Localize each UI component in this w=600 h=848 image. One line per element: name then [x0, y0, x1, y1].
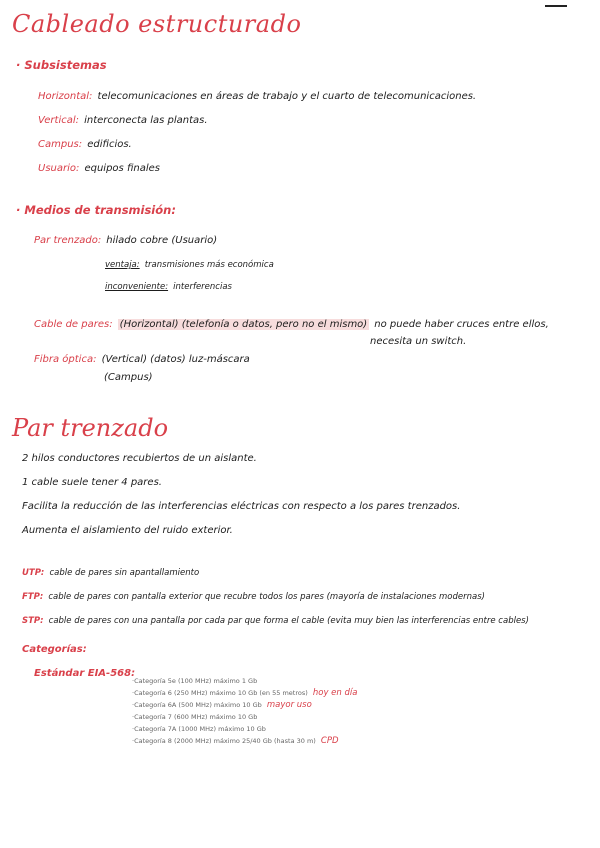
subsistema-text: edificios. [87, 139, 132, 150]
fibra-text-2: (Campus) [104, 372, 153, 383]
stp-label: STP: [22, 616, 44, 626]
utp-label: UTP: [22, 568, 45, 578]
corner-dash [545, 5, 567, 7]
fibra-label: Fibra óptica: [34, 354, 97, 365]
categoria-note: mayor uso [266, 700, 312, 710]
estandar-label: Estándar EIA-568: [34, 668, 136, 679]
cable-text-3: necesita un switch. [370, 336, 467, 347]
ftp-text: cable de pares con pantalla exterior que recubre todos los pares (mayoría de instalaciones modernas) [48, 592, 485, 602]
cable-label: Cable de pares: [34, 319, 113, 330]
categoria-note: CPD [320, 736, 339, 746]
par-line-3: Facilita la reducción de las interferencias eléctricas con respecto a los pares trenzados. [22, 501, 461, 512]
inconveniente-text: interferencias [173, 282, 232, 292]
ftp-row [22, 584, 485, 603]
subsistema-label: Campus: [38, 139, 83, 150]
categoria-item [132, 728, 339, 747]
subsistema-label: Horizontal: [38, 91, 93, 102]
categoria-text: ·Categoría 6 (250 MHz) máximo 10 Gb (en 55 metros) [132, 689, 308, 697]
categorias-heading: Categorías: [22, 644, 87, 655]
par-trenzado-row [34, 228, 217, 247]
ventaja-row [105, 252, 274, 271]
subsistema-campus [38, 132, 132, 151]
categoria-note: hoy en día [312, 688, 358, 698]
stp-text: cable de pares con una pantalla por cada par que forma el cable (evita muy bien las interferencias entre cables) [48, 616, 529, 626]
inconveniente-label: inconveniente: [105, 282, 169, 292]
subsistema-text: equipos finales [84, 163, 161, 174]
subsistema-label: Vertical: [38, 115, 79, 126]
subsistema-vertical [38, 108, 208, 127]
medios-heading: · Medios de transmisión: [16, 203, 176, 217]
page-title: Cableado estructurado [12, 10, 302, 38]
par-trenzado-heading: Par trenzado [12, 414, 169, 442]
ftp-label: FTP: [22, 592, 44, 602]
categoria-text: ·Categoría 5e (100 MHz) máximo 1 Gb [132, 677, 258, 685]
cable-pares-row [34, 312, 549, 331]
subsistema-label: Usuario: [38, 163, 80, 174]
par-line-2: 1 cable suele tener 4 pares. [22, 477, 162, 488]
utp-row [22, 560, 199, 579]
categoria-text: ·Categoría 8 (2000 MHz) máximo 25/40 Gb (hasta 30 m) [132, 737, 316, 745]
categoria-text: ·Categoría 7 (600 MHz) máximo 10 Gb [132, 713, 258, 721]
subsistema-usuario [38, 156, 160, 175]
subsistema-text: interconecta las plantas. [84, 115, 208, 126]
fibra-text: (Vertical) (datos) luz-máscara [101, 354, 250, 365]
par-label: Par trenzado: [34, 235, 102, 246]
stp-row [22, 608, 529, 627]
categoria-text: ·Categoría 7A (1000 MHz) máximo 10 Gb [132, 725, 266, 733]
fibra-row [34, 347, 250, 366]
subsistemas-heading: · Subsistemas [16, 58, 107, 72]
subsistema-horizontal [38, 84, 476, 103]
par-line-4: Aumenta el aislamiento del ruido exterior. [22, 525, 233, 536]
subsistema-text: telecomunicaciones en áreas de trabajo y el cuarto de telecomunicaciones. [97, 91, 477, 102]
par-text: hilado cobre (Usuario) [106, 235, 218, 246]
cable-text: (Horizontal) (telefonía o datos, pero no el mismo) [119, 319, 368, 330]
categoria-text: ·Categoría 6A (500 MHz) máximo 10 Gb [132, 701, 262, 709]
inconveniente-row [105, 274, 232, 293]
cable-text-2: no puede haber cruces entre ellos, [374, 319, 549, 330]
ventaja-label: ventaja: [105, 260, 140, 270]
par-line-1: 2 hilos conductores recubiertos de un aislante. [22, 453, 257, 464]
utp-text: cable de pares sin apantallamiento [49, 568, 200, 578]
ventaja-text: transmisiones más económica [144, 260, 274, 270]
